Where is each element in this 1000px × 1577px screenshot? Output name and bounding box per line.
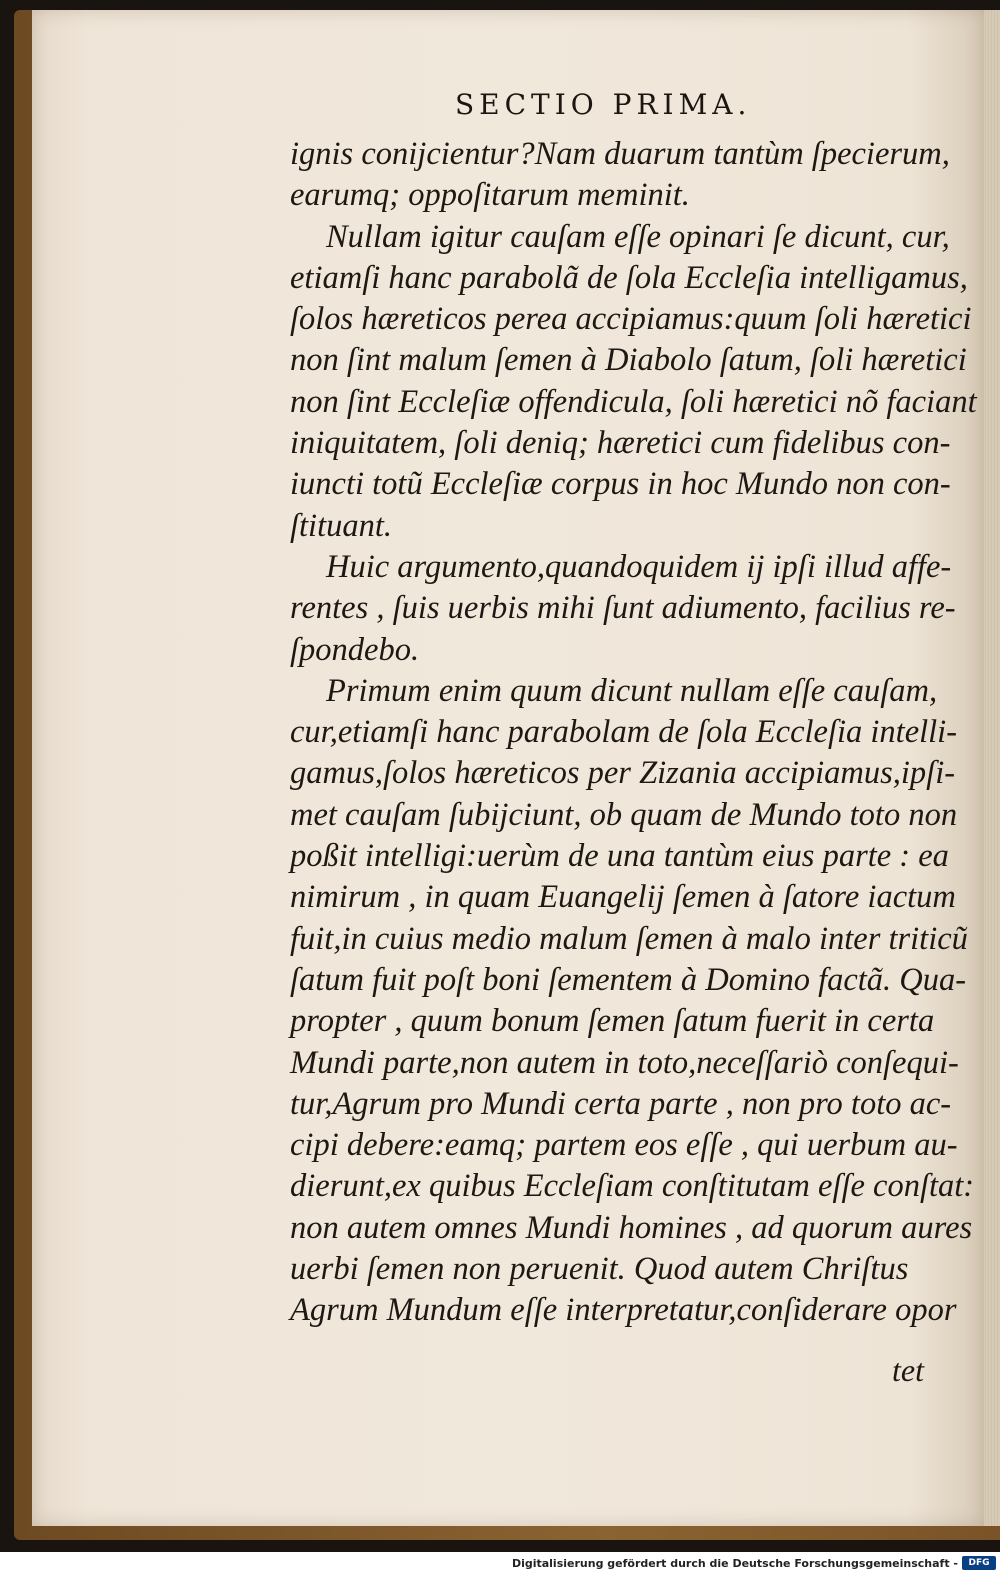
text-line: met cauſam ſubijciunt, ob quam de Mundo toto non <box>290 796 958 833</box>
text-line: nimirum , in quam Euangelij ſemen à ſatore iactum <box>290 879 956 916</box>
text-line: propter , quum bonum ſemen ſatum fuerit in certa <box>290 1003 935 1040</box>
text-line: ignis conijcientur?Nam duarum tantùm ſpecierum, <box>290 136 950 172</box>
text-line: Nullam igitur cauſam eſſe opinari ſe dicunt, cur, <box>326 218 950 255</box>
text-line: non ſint malum ſemen à Diabolo ſatum, ſoli hæretici <box>290 342 967 379</box>
text-line: poßit intelligi:uerùm de una tantùm eius parte : ea <box>290 838 949 875</box>
text-line: non ſint Eccleſiæ offendicula, ſoli hæretici nõ faciant <box>290 383 977 420</box>
text-line: iniquitatem, ſoli deniq; hæretici cum fidelibus con- <box>290 425 951 462</box>
page-fore-edge <box>984 10 1000 1526</box>
text-line: cipi debere:eamq; partem eos eſſe , qui uerbum au- <box>290 1127 958 1164</box>
text-line: earumq; oppoſitarum meminit. <box>290 177 690 214</box>
dfg-logo: DFG <box>962 1556 996 1570</box>
text-line: uerbi ſemen non peruenit. Quod autem Chriſtus <box>290 1251 909 1288</box>
text-line: cur,etiamſi hanc parabolam de ſola Eccleſia intelli- <box>290 714 958 751</box>
text-line: ſtituant. <box>290 507 393 544</box>
text-line: ſolos hæreticos perea accipiamus:quum ſoli hæretici <box>290 301 972 338</box>
text-line: Mundi parte,non autem in toto,neceſſariò conſequi- <box>290 1044 959 1081</box>
text-line: ſatum fuit poſt boni ſementem à Domino factã. Qua- <box>290 961 967 998</box>
text-line: Huic argumento,quandoquidem ij ipſi illud affe- <box>326 548 952 585</box>
text-line: fuit,in cuius medio malum ſemen à malo inter triticũ <box>290 920 968 957</box>
text-line: ſpondebo. <box>290 631 420 668</box>
text-line: gamus,ſolos hæreticos per Zizania accipiamus,ipſi- <box>290 755 956 792</box>
catchword: tet <box>892 1352 924 1388</box>
text-line: iuncti totũ Eccleſiæ corpus in hoc Mundo non con- <box>290 466 951 503</box>
text-block <box>290 134 980 1332</box>
text-line: tur,Agrum pro Mundi certa parte , non pro toto ac- <box>290 1085 952 1122</box>
running-head: SECTIO PRIMA. <box>455 88 752 121</box>
text-line: Primum enim quum dicunt nullam eſſe cauſam, <box>326 672 938 709</box>
text-line: etiamſi hanc parabolã de ſola Eccleſia intelligamus, <box>290 259 968 296</box>
text-line: dierunt,ex quibus Eccleſiam conſtitutam eſſe conſtat: <box>290 1168 975 1205</box>
text-line: rentes , ſuis uerbis mihi ſunt adiumento, facilius re- <box>290 590 956 627</box>
text-line: Agrum Mundum eſſe interpretatur,conſiderare opor <box>290 1292 957 1329</box>
footer-credit: Digitalisierung gefördert durch die Deutsche Forschungsgemeinschaft - <box>511 1557 958 1570</box>
text-line: non autem omnes Mundi homines , ad quorum aures <box>290 1209 973 1246</box>
